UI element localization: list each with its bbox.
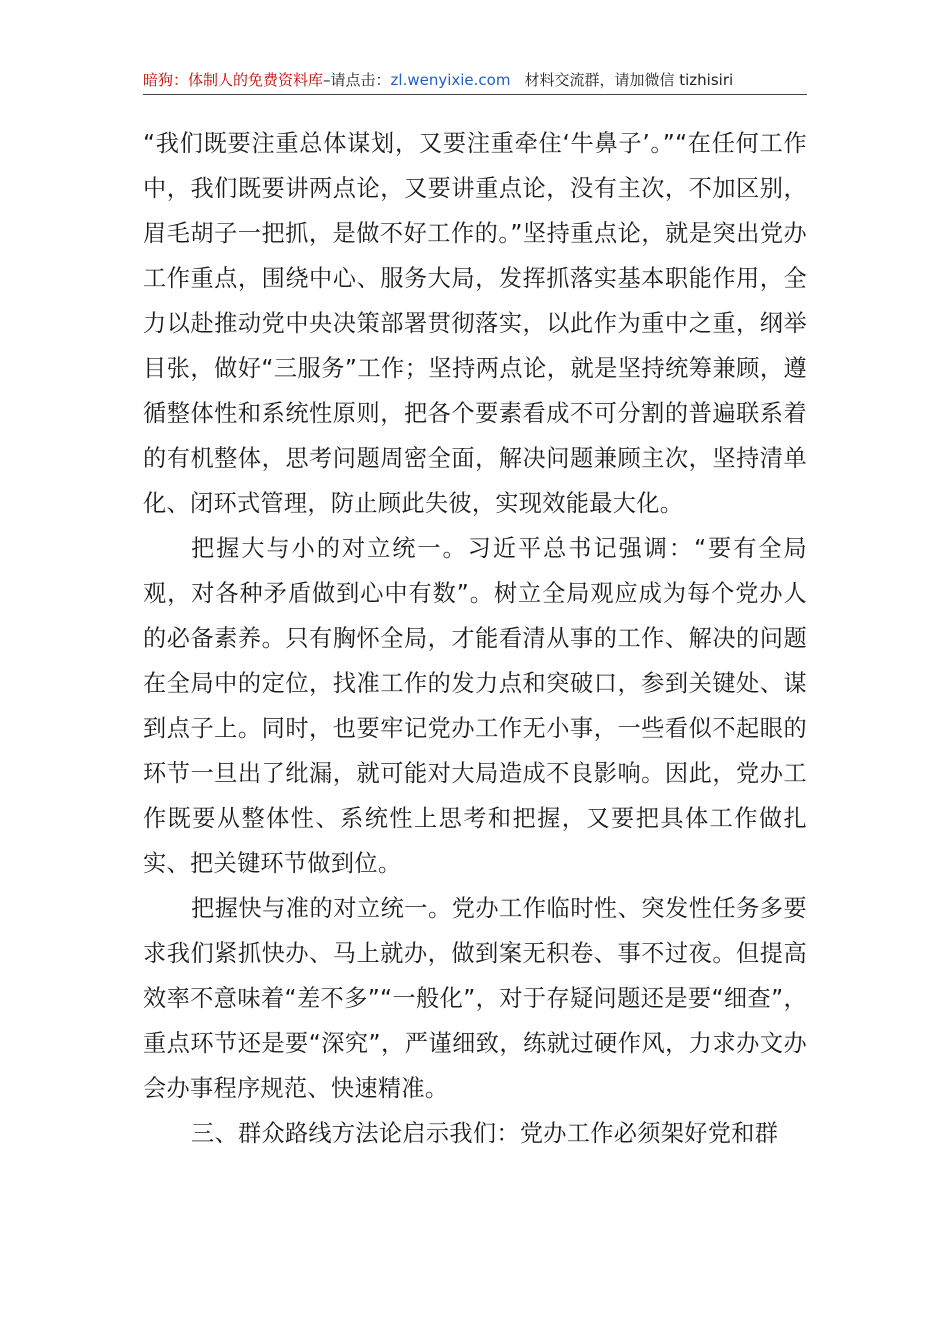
header-prompt: –请点击： — [323, 71, 391, 89]
paragraph-1: “我们既要注重总体谋划，又要注重牵住‘牛鼻子’。”“在任何工作中，我们既要讲两点论，又要讲重点论，没有主次，不加区别，眉毛胡子一把抓，是做不好工作的。”坚持重点论，就是突出党办工作重点，围绕中心、服务大局，发挥抓落实基本职能作用，全力以赴推动党中央决策部署贯彻落实，以此作为重中之重，纲举目张，做好“三服务”工作；坚持两点论，就是坚持统筹兼顾，遵循整体性和系统性原则，把各个要素看成不可分割的普遍联系着的有机整体，思考问题周密全面，解决问题兼顾主次，坚持清单化、闭环式管理，防止顾此失彼，实现效能最大化。 — [143, 130, 807, 517]
page-header — [143, 66, 807, 95]
paragraph-2: 把握大与小的对立统一。习近平总书记强调：“要有全局观，对各种矛盾做到心中有数”。树立全局观应成为每个党办人的必备素养。只有胸怀全局，才能看清从事的工作、解决的问题在全局中的定位，找准工作的发力点和突破口，参到关键处、谋到点子上。同时，也要牢记党办工作无小事，一些看似不起眼的环节一旦出了纰漏，就可能对大局造成不良影响。因此，党办工作既要从整体性、系统性上思考和把握，又要把具体工作做扎实、把关键环节做到位。 — [143, 535, 807, 877]
header-brand: 暗狗：体制人的免费资料库 — [143, 71, 324, 89]
document-body — [143, 121, 807, 1156]
paragraph-3: 把握快与准的对立统一。党办工作临时性、突发性任务多要求我们紧抓快办、马上就办，做到案无积卷、事不过夜。但提高效率不意味着“差不多”“一般化”，对于存疑问题还是要“细查”，重点环节还是要“深究”，严谨细致，练就过硬作风，力求办文办会办事程序规范、快速精准。 — [143, 895, 807, 1102]
paragraph-4: 三、群众路线方法论启示我们：党办工作必须架好党和群 — [191, 1120, 779, 1147]
header-link[interactable]: zl.wenyixie.com — [390, 71, 511, 89]
header-wechat: 材料交流群，请加微信 tizhisiri — [524, 71, 734, 89]
